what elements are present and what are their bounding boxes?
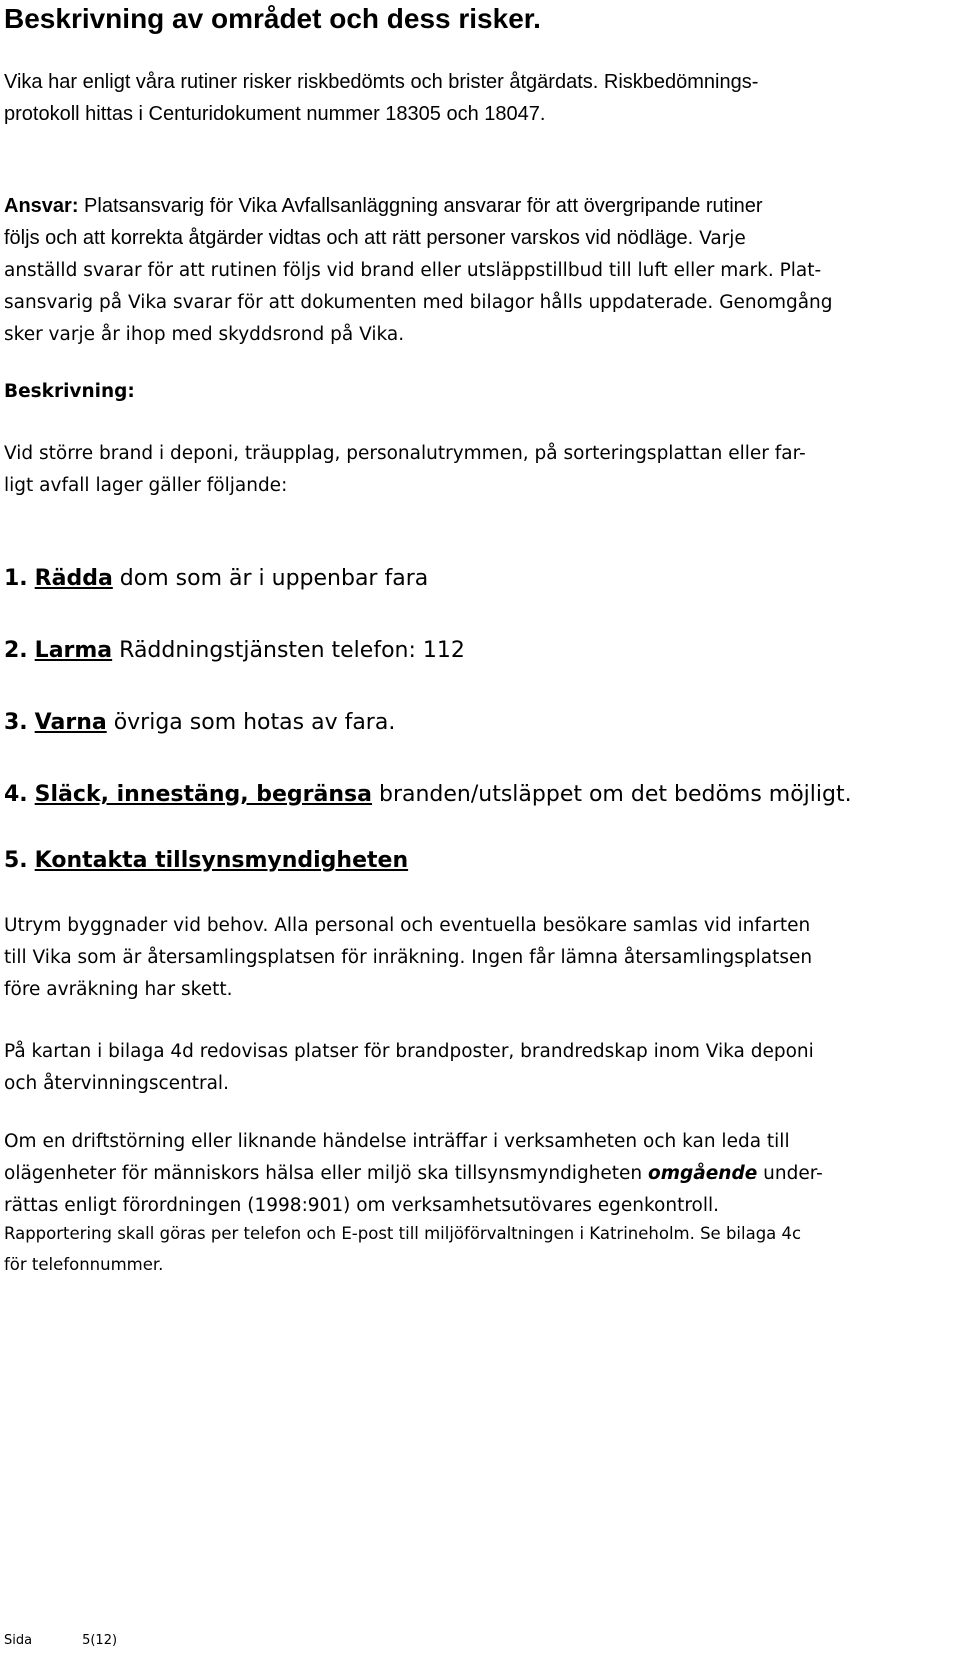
- utrym-line-3: före avräkning har skett.: [4, 979, 233, 1000]
- beskrivning-line-2: ligt avfall lager gäller följande:: [4, 475, 288, 496]
- kartan-line-2: och återvinningscentral.: [4, 1073, 229, 1094]
- ansvar-line-3: anställd svarar för att rutinen följs vid brand eller utsläppstillbud till luft eller mark. Plat-: [4, 260, 822, 281]
- page-title: Beskrivning av området och dess risker.: [4, 3, 541, 34]
- ansvar-label: Ansvar:: [4, 195, 79, 217]
- utrym-line-2: till Vika som är återsamlingsplatsen för inräkning. Ingen får lämna återsamlingsplatsen: [4, 947, 813, 968]
- step-4: [4, 780, 852, 810]
- kartan-line-1: På kartan i bilaga 4d redovisas platser för brandposter, brandredskap inom Vika deponi: [4, 1041, 814, 1062]
- rapportering-line-1: Rapportering skall göras per telefon och E-post till miljöförvaltningen i Katrineholm. Se bilaga 4c: [4, 1224, 802, 1243]
- driftstorning-text-2b: under-: [757, 1163, 823, 1184]
- step-keyword: Varna: [34, 710, 107, 735]
- driftstorning-text-2a: olägenheter för människors hälsa eller miljö ska tillsynsmyndigheten: [4, 1163, 649, 1184]
- ansvar-line-1: [4, 190, 954, 222]
- step-keyword: Släck, innestäng, begränsa: [34, 782, 372, 807]
- utrym-paragraph: [4, 910, 954, 1006]
- ansvar-line-5: sker varje år ihop med skyddsrond på Vika.: [4, 324, 405, 345]
- step-keyword: Rädda: [34, 566, 113, 591]
- ansvar-line-4: sansvarig på Vika svarar för att dokumenten med bilagor hålls uppdaterade. Genomgång: [4, 292, 833, 313]
- step-number: 4.: [4, 782, 28, 807]
- driftstorning-line-1: Om en driftstörning eller liknande händelse inträffar i verksamheten och kan leda till: [4, 1131, 790, 1152]
- driftstorning-paragraph: [4, 1126, 954, 1222]
- kartan-paragraph: [4, 1036, 954, 1100]
- step-number: 1.: [4, 566, 28, 591]
- step-text: Räddningstjänsten telefon: 112: [112, 638, 465, 663]
- emphasis-omgaende: omgående: [648, 1163, 758, 1184]
- intro-paragraph: [4, 66, 954, 130]
- step-5: [4, 846, 408, 876]
- intro-line-2: protokoll hittas i Centuridokument nummer 18305 och 18047.: [4, 103, 546, 125]
- page-footer: [4, 1632, 117, 1650]
- ansvar-text-2b: Varje: [693, 228, 746, 249]
- ansvar-paragraph: [4, 190, 954, 351]
- ansvar-line-2: [4, 222, 954, 255]
- step-text: dom som är i uppenbar fara: [112, 566, 429, 591]
- driftstorning-line-3: rättas enligt förordningen (1998:901) om verksamhetsutövares egenkontroll.: [4, 1195, 720, 1216]
- utrym-line-1: Utrym byggnader vid behov. Alla personal och eventuella besökare samlas vid infarten: [4, 915, 811, 936]
- intro-line-1: Vika har enligt våra rutiner risker riskbedömts och brister åtgärdats. Riskbedömnings-: [4, 71, 759, 93]
- footer-label: Sida: [4, 1633, 33, 1648]
- step-number: 2.: [4, 638, 28, 663]
- driftstorning-line-2: [4, 1158, 954, 1190]
- beskrivning-line-1: Vid större brand i deponi, träupplag, personalutrymmen, på sorteringsplattan eller far-: [4, 443, 806, 464]
- step-3: [4, 708, 395, 738]
- step-text: övriga som hotas av fara.: [106, 710, 396, 735]
- ansvar-text-2: följs och att korrekta åtgärder vidtas och att rätt personer varskos vid nödläge.: [4, 227, 694, 249]
- step-text: branden/utsläppet om det bedöms möjligt.: [371, 782, 852, 807]
- step-keyword: Larma: [34, 638, 113, 663]
- beskrivning-label: Beskrivning:: [4, 381, 135, 402]
- rapportering-paragraph: [4, 1218, 954, 1280]
- page-number: 5(12): [82, 1633, 118, 1648]
- step-1: [4, 564, 428, 594]
- ansvar-text-1: Platsansvarig för Vika Avfallsanläggning ansvarar för att övergripande rutiner: [78, 195, 763, 217]
- step-number: 3.: [4, 710, 28, 735]
- rapportering-line-2: för telefonnummer.: [4, 1255, 164, 1274]
- step-2: [4, 636, 465, 666]
- beskrivning-paragraph: [4, 438, 954, 502]
- step-number: 5.: [4, 848, 28, 873]
- step-keyword: Kontakta tillsynsmyndigheten: [34, 848, 409, 873]
